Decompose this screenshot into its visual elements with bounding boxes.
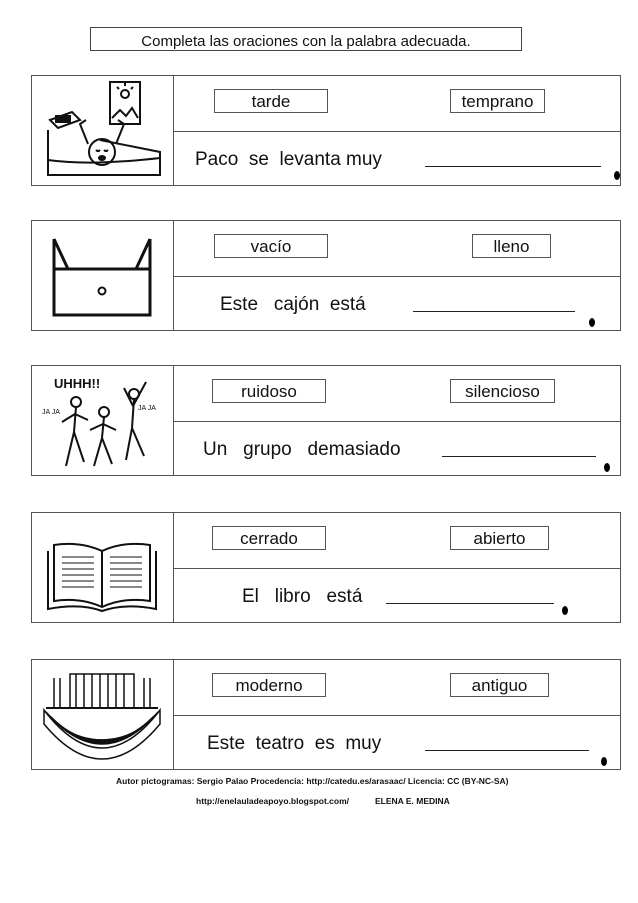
picture-cell <box>32 660 174 769</box>
option-left[interactable]: moderno <box>212 673 326 697</box>
option-left[interactable]: cerrado <box>212 526 326 550</box>
option-right[interactable]: silencioso <box>450 379 555 403</box>
exercise-3 <box>31 365 621 476</box>
option-right[interactable]: temprano <box>450 89 545 113</box>
exercise-4 <box>31 512 621 623</box>
sentence-text: El libro está <box>242 586 363 607</box>
answer-blank[interactable] <box>425 750 589 751</box>
answer-blank[interactable] <box>413 311 575 312</box>
credits-line: Autor pictogramas: Sergio Palao Procedencia: http://catedu.es/arasaac/ Licencia: CC (BY-NC-SA) <box>116 776 509 786</box>
svg-text:JA JA: JA JA <box>138 405 156 412</box>
picture-cell <box>32 366 174 475</box>
credits-footer <box>196 796 476 806</box>
answer-blank[interactable] <box>425 166 601 167</box>
svg-text:JA JA: JA JA <box>42 409 60 416</box>
svg-text:UHHH!!: UHHH!! <box>54 376 101 391</box>
picture-cell <box>32 76 174 185</box>
instructions-title: Completa las oraciones con la palabra adecuada. <box>90 27 522 51</box>
sentence-text: Paco se levanta muy <box>195 149 382 170</box>
period-mark <box>589 318 595 327</box>
sentence-text: Este cajón está <box>220 294 366 315</box>
option-left[interactable]: tarde <box>214 89 328 113</box>
option-left[interactable]: ruidoso <box>212 379 326 403</box>
picture-cell <box>32 221 174 330</box>
answer-blank[interactable] <box>442 456 596 457</box>
option-right[interactable]: abierto <box>450 526 549 550</box>
sentence-text: Este teatro es muy <box>207 733 382 754</box>
exercise-5 <box>31 659 621 770</box>
noisy-group-icon <box>40 370 164 471</box>
period-mark <box>562 606 568 615</box>
period-mark <box>601 757 607 766</box>
blog-link[interactable]: http://enelauladeapoyo.blogspot.com/ <box>196 796 350 806</box>
exercise-2 <box>31 220 621 331</box>
option-right[interactable]: antiguo <box>450 673 549 697</box>
option-left[interactable]: vacío <box>214 234 328 258</box>
sentence-text: Un grupo demasiado <box>203 439 401 460</box>
exercise-1 <box>31 75 621 186</box>
answer-blank[interactable] <box>386 603 554 604</box>
period-mark <box>604 463 610 472</box>
ancient-theatre-icon <box>40 664 164 765</box>
period-mark <box>614 171 620 180</box>
open-book-icon <box>40 517 164 618</box>
person-waking-up-icon <box>40 80 164 181</box>
author-name: ELENA E. MEDINA <box>375 796 450 806</box>
picture-cell <box>32 513 174 622</box>
empty-drawer-icon <box>40 225 164 326</box>
option-right[interactable]: lleno <box>472 234 551 258</box>
